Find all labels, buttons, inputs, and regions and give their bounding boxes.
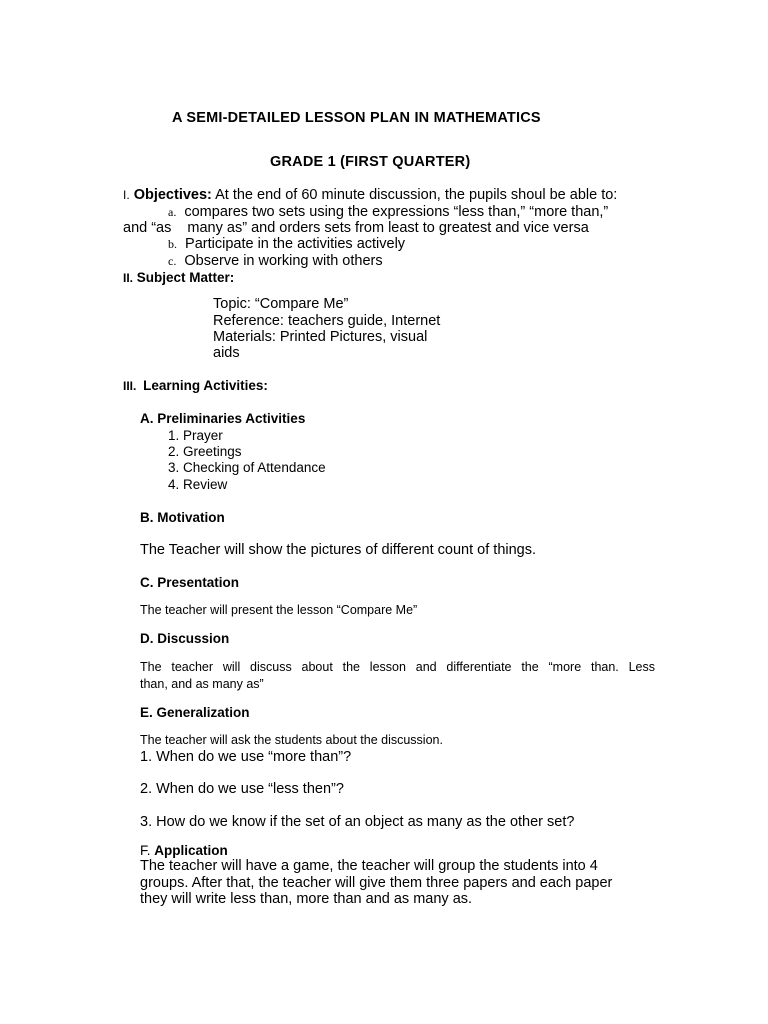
objective-letter: a. <box>168 205 177 219</box>
motivation-text: The Teacher will show the pictures of different count of things. <box>140 542 537 558</box>
preliminary-item: 1. Prayer <box>168 428 223 443</box>
objective-item <box>168 205 608 220</box>
subject-matter-materials: Materials: Printed Pictures, visual <box>213 329 428 345</box>
learning-activities-label: Learning Activities: <box>143 378 268 393</box>
objective-text: Participate in the activities actively <box>185 236 406 252</box>
section-numeral: I. <box>123 188 130 202</box>
generalization-question: 3. How do we know if the set of an object as many as the other set? <box>140 814 575 830</box>
objectives-line <box>123 188 617 203</box>
subject-matter-topic: Topic: “Compare Me” <box>213 296 349 312</box>
objective-continuation-start: and “as <box>123 220 172 236</box>
generalization-question: 1. When do we use “more than”? <box>140 749 352 765</box>
document-title: A SEMI-DETAILED LESSON PLAN IN MATHEMATICS <box>172 110 541 126</box>
section-numeral: II. <box>123 271 134 285</box>
subject-matter-label: Subject Matter: <box>136 270 235 285</box>
objectives-intro: At the end of 60 minute discussion, the pupils shoul be able to: <box>211 187 618 203</box>
preliminary-item: 4. Review <box>168 477 228 492</box>
subject-matter-heading <box>123 271 234 285</box>
objective-item <box>168 254 383 269</box>
objectives-label: Objectives: <box>133 187 212 203</box>
preliminary-item: 3. Checking of Attendance <box>168 460 326 475</box>
discussion-text-line1: The teacher will discuss about the lesson and differentiate the “more than. Less <box>140 660 655 674</box>
application-text-line: groups. After that, the teacher will give them three papers and each paper <box>140 875 613 891</box>
discussion-text-line2: than, and as many as” <box>140 677 264 691</box>
application-heading <box>140 844 228 858</box>
learning-activities-heading <box>123 379 268 393</box>
preliminaries-heading: A. Preliminaries Activities <box>140 411 306 426</box>
subject-matter-reference: Reference: teachers guide, Internet <box>213 313 441 329</box>
objective-item <box>168 237 405 252</box>
subject-matter-materials-cont: aids <box>213 345 240 361</box>
objective-continuation <box>123 221 589 236</box>
preliminary-item: 2. Greetings <box>168 444 242 459</box>
presentation-heading: C. Presentation <box>140 575 240 590</box>
generalization-heading: E. Generalization <box>140 705 250 720</box>
objective-letter: c. <box>168 254 177 268</box>
objective-text: Observe in working with others <box>184 253 383 269</box>
section-numeral: III. <box>123 379 137 393</box>
presentation-text: The teacher will present the lesson “Compare Me” <box>140 603 418 617</box>
generalization-question: 2. When do we use “less then”? <box>140 781 344 797</box>
objective-text: compares two sets using the expressions “less than,” “more than,” <box>184 204 609 220</box>
document-subtitle: GRADE 1 (FIRST QUARTER) <box>270 154 471 170</box>
motivation-heading: B. Motivation <box>140 510 225 525</box>
application-label: Application <box>154 843 228 858</box>
discussion-heading: D. Discussion <box>140 631 230 646</box>
generalization-intro: The teacher will ask the students about the discussion. <box>140 733 443 747</box>
application-letter: F. <box>140 843 151 858</box>
application-text-line: The teacher will have a game, the teacher will group the students into 4 <box>140 858 598 874</box>
application-text-line: they will write less than, more than and as many as. <box>140 891 473 907</box>
objective-letter: b. <box>168 237 177 251</box>
objective-continuation-rest: many as” and orders sets from least to greatest and vice versa <box>187 220 589 236</box>
